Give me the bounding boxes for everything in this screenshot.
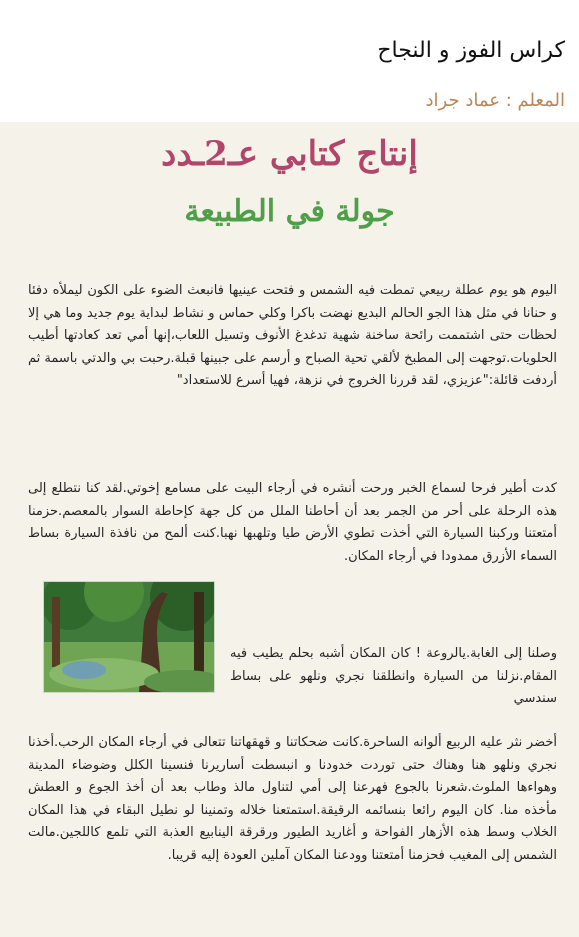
paragraph-4: أخضر نثر عليه الربيع ألوانه الساحرة.كانت ضحكاتنا و قهقهاتنا تتعالى في أرجاء المكان الرحب.أخذنا نجري ونلهو هنا وهناك حتى توردت خدودنا و انبسطت أساريرنا فنسينا الكلل وضوضاء المدينة وهواءها الملوث.شعرنا بالجوع فهرعنا إلى أمي لتناول مالذ وطاب بعد أن أخذ الجوع و العطش مأخذه منا. كان اليوم رائعا بنسائمه الرقيقة.استمتعنا خلاله وتمنينا لو نطيل البقاء في هذا المكان الخلاب وسط هذه الأزهار الفواحة و أغاريد الطيور ورقرقة الينابيع العذبة التي تلمع كاللجين.مالت الشمس إلى المغيب فحزمنا أمتعتنا وودعنا المكان آملين العودة إليه قريبا. bbox=[28, 735, 557, 863]
forest-illustration bbox=[43, 581, 215, 693]
paragraph-2: كدت أطير فرحا لسماع الخبر ورحت أنشره في أرجاء البيت على مسامع إخوتي.لقد كنا نتطلع إلى هذه الرحلة على أحر من الجمر بعد أن أحاطنا الملل من كل جهة كإحاطة السوار بالمعصم.حزمنا أمتعتنا وركبنا السيارة التي أخذت تطوي الأرض طيا وتلهبها نهبا.كنت ألمح من نافذة السيارة بساط السماء الأزرق ممدودا في أرجاء المكان. bbox=[28, 481, 557, 564]
header-bar bbox=[0, 0, 579, 122]
paragraph-3: وصلنا إلى الغابة.يالروعة ! كان المكان أشبه بحلم يطيب فيه المقام.نزلنا من السيارة وانطلقنا نجري ونلهو على بساط سندسي bbox=[230, 646, 557, 706]
document-subheading: جولة في الطبيعة bbox=[184, 194, 395, 229]
document-heading: إنتاج كتابي عـ2ـدد bbox=[161, 134, 418, 174]
document-page bbox=[0, 122, 579, 937]
notebook-title: كراس الفوز و النجاح bbox=[377, 38, 565, 63]
teacher-name: المعلم : عماد جراد bbox=[425, 90, 565, 111]
paragraph-1: اليوم هو يوم عطلة ربيعي تمطت فيه الشمس و فتحت عينيها فانبعث الضوء على الكون ليملأه دفئا و حنانا في مثل هذا الجو الحالم البديع نهضت باكرا وكلي حماس و نشاط لبداية يوم جديد وما هي إلا لحظات حتى اشتممت رائحة ساخنة شهية تدغدغ الأنوف وتسيل اللعاب،إنها أمي تعد كعادتها أطيب الحلويات.توجهت إلى المطبخ لألقي تحية الصباح و أرسم على جبينها قبلة.رحبت بي والدتي باسمة ثم أردفت قائلة:"عزيزي، لقد قررنا الخروج في نزهة، فهيا أسرع للاستعداد" bbox=[28, 283, 557, 388]
